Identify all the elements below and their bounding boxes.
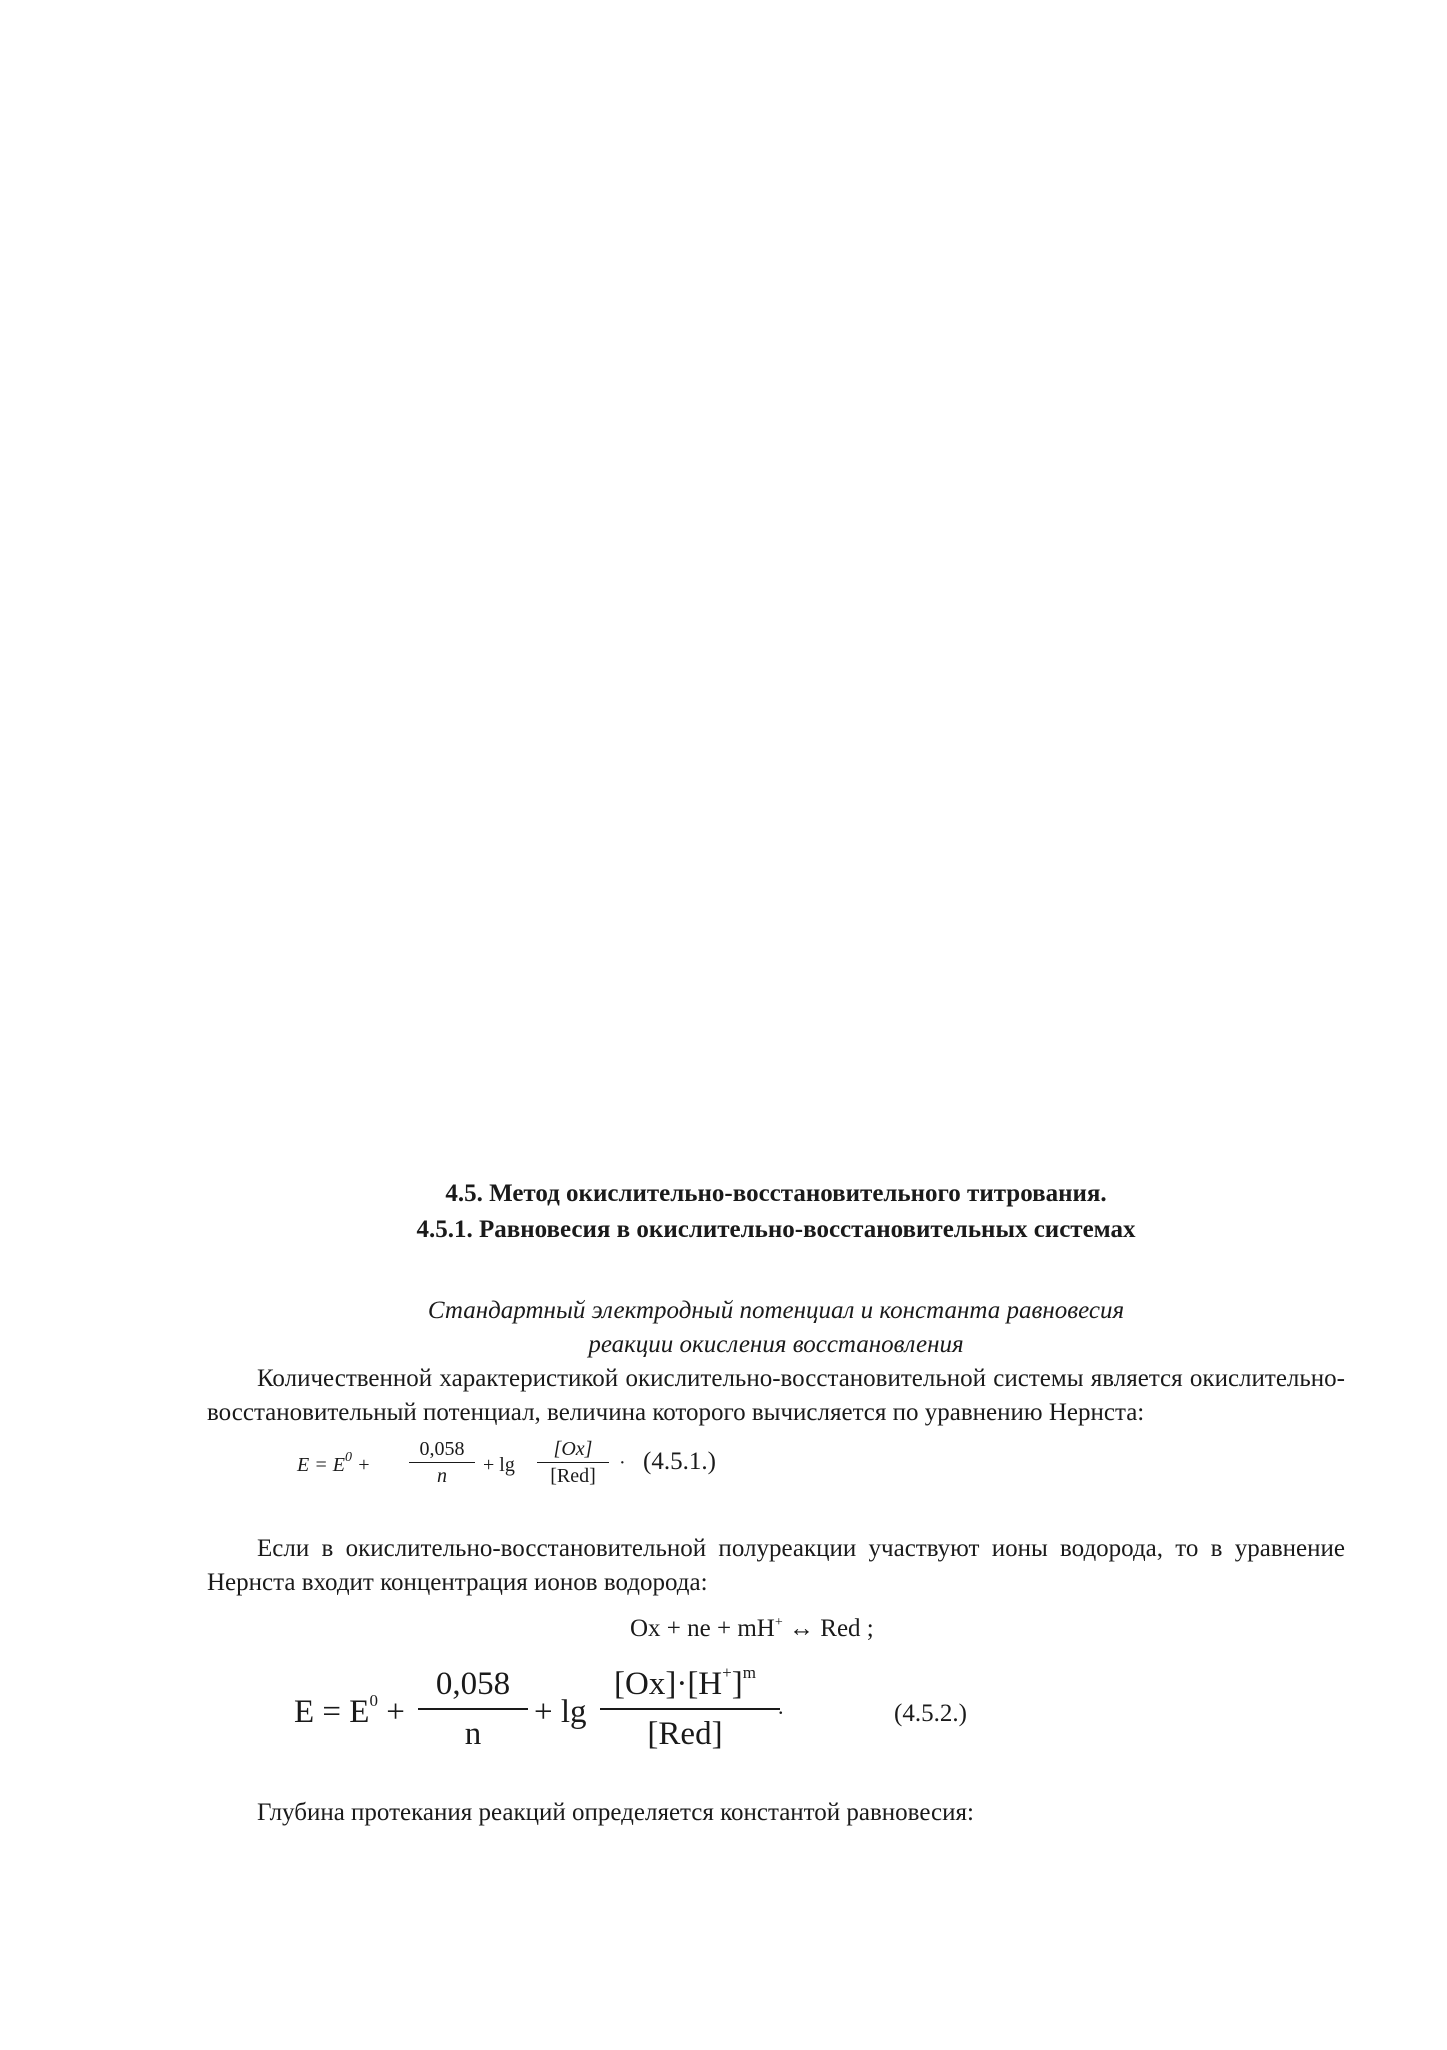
formula-2-fraction-coefficient [418,1660,528,1758]
paragraph-nernst-intro: Количественной характеристикой окислительно-восстановительной системы является окислительно-восстановительный потенциал, величина которого вычисляется по уравнению Нернста: [207,1365,1345,1426]
formula-2-plus: + [377,1694,405,1730]
formula-2-ratio-sup-plus: + [722,1663,732,1682]
formula-1-lhs-text: E = E [297,1454,345,1476]
subtitle-block [207,1294,1345,1362]
formula-1-fraction-ratio [533,1436,613,1489]
formula-2-number: (4.5.2.) [894,1700,967,1727]
spacer [207,1502,1345,1532]
page-content [207,1176,1345,1830]
formula-1-ratio-numerator: [Ox] [553,1438,593,1460]
formula-1-coefficient-numerator: 0,058 [419,1438,465,1460]
paragraph-hydrogen-ions: Если в окислительно-восстановительной полуреакции участвуют ионы водорода, то в уравнение Нернста входит концентрация ионов водорода: [207,1535,1345,1596]
formula-2-lhs [294,1691,405,1731]
formula-2-plus-lg: + lg [534,1694,587,1730]
formula-2-ratio-numerator-a: [Ox]·[H [614,1666,723,1702]
formula-1-fraction-coefficient [407,1436,477,1489]
formula-1-plus-lg: + lg [483,1454,515,1476]
subtitle-line-1: Стандартный электродный потенциал и константа равновесия [427,1297,1125,1324]
reaction-sup: + [774,1615,783,1630]
formula-2-dot: . [778,1694,784,1719]
formula-2-ratio-numerator [600,1660,770,1708]
formula-2-lhs-text: E = E [294,1694,370,1730]
formula-2-ratio-denominator: [Red] [647,1716,723,1752]
formula-4-5-1 [297,1436,1345,1502]
formula-2-lhs-sup: 0 [369,1691,378,1710]
formula-1-ratio-denominator: [Red] [550,1465,596,1487]
section-heading-2: 4.5.1. Равновесия в окислительно-восстановительных системах [416,1216,1136,1243]
half-reaction-equation [207,1612,1345,1646]
formula-1-lhs [297,1450,371,1477]
formula-1-coefficient-denominator: n [437,1465,447,1487]
subtitle-line-2: реакции окисления восстановления [588,1331,964,1358]
formula-4-5-2 [294,1660,1345,1770]
formula-1-plus: + [351,1454,371,1476]
section-heading-1: 4.5. Метод окислительно-восстановительного титрования. [445,1180,1107,1207]
formula-1-dot: · [619,1452,626,1474]
formula-2-ratio-numerator-b: ] [731,1666,743,1702]
reaction-right: ↔ Red ; [782,1615,874,1642]
formula-1-number: (4.5.1.) [643,1448,716,1475]
paragraph-equilibrium-constant: Глубина протекания реакций определяется константой равновесия: [257,1799,974,1826]
spacer [207,1770,1345,1796]
formula-2-ratio-sup-m: m [742,1663,756,1682]
formula-2-coefficient-denominator: n [464,1716,482,1752]
formula-1-lhs-sup: 0 [344,1450,352,1465]
formula-2-fraction-ratio [600,1660,770,1758]
formula-2-coefficient-numerator: 0,058 [435,1666,511,1702]
reaction-left: Ox + ne + mH [630,1615,775,1642]
